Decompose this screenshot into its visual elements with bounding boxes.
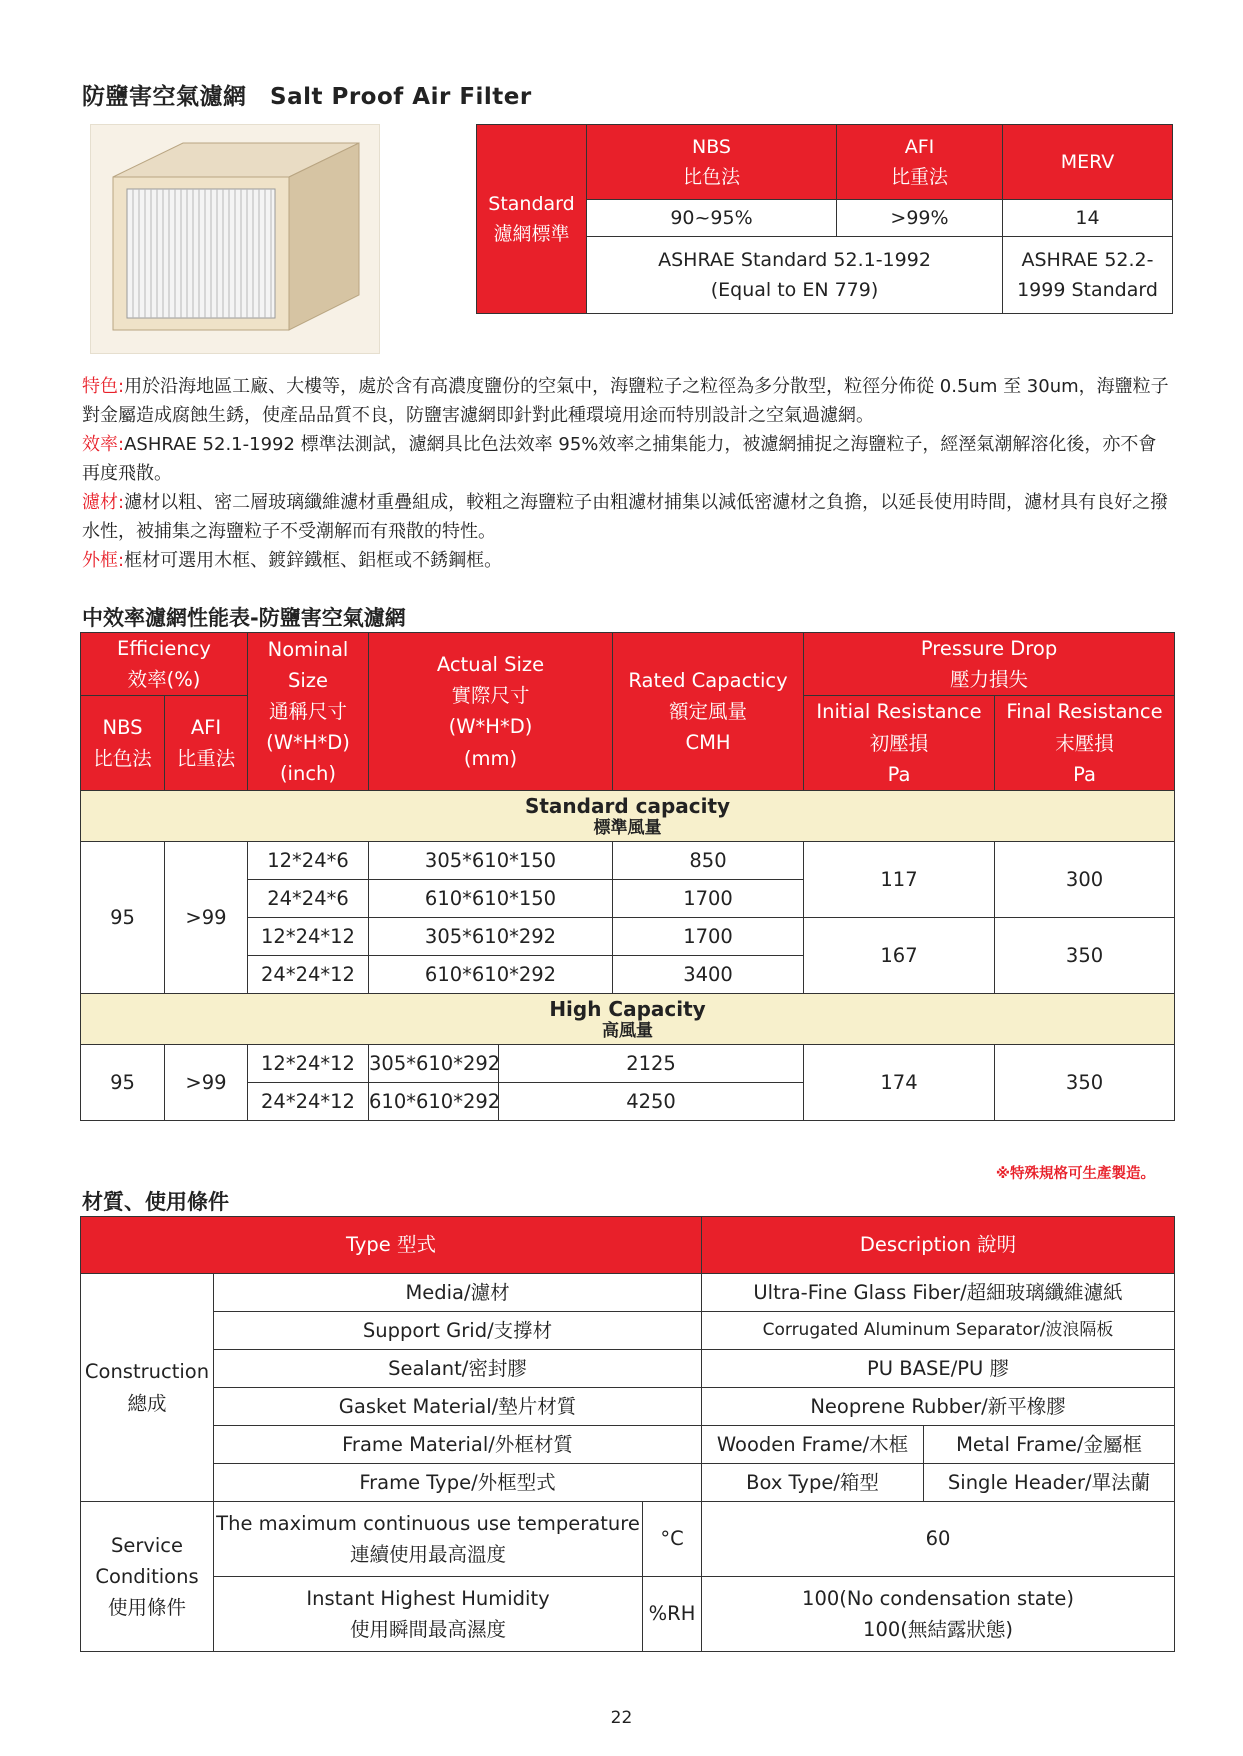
high-final-resistance: 350: [995, 1044, 1175, 1120]
frame-material-type: Frame Material/外框材質: [214, 1426, 702, 1464]
page-title: 防鹽害空氣濾網 Salt Proof Air Filter: [82, 84, 532, 110]
table-row-cmh: 1700: [613, 879, 804, 917]
standard-capacity-band: Standard capacity 標準風量: [81, 790, 1175, 841]
media-type: Media/濾材: [214, 1274, 702, 1312]
frame-type-box: Box Type/箱型: [702, 1464, 924, 1502]
performance-table: [80, 632, 1175, 1121]
temperature-value: 60: [702, 1502, 1175, 1577]
std-final-resistance: 300: [995, 841, 1175, 917]
ashrae-52-1: ASHRAE Standard 52.1-1992 (Equal to EN 779): [587, 237, 1003, 314]
table-row-actual: 610*610*292: [369, 1082, 499, 1120]
frame-material-metal: Metal Frame/金屬框: [924, 1426, 1175, 1464]
table-row-actual: 610*610*150: [369, 879, 613, 917]
product-photo: [90, 124, 380, 354]
table-row-cmh: 4250: [499, 1082, 804, 1120]
temperature-unit: °C: [643, 1502, 702, 1577]
std-initial-resistance: 117: [804, 841, 995, 917]
table-row-nominal: 12*24*6: [248, 841, 369, 879]
gasket-desc: Neoprene Rubber/新平橡膠: [702, 1388, 1175, 1426]
std-afi-value: >99: [165, 841, 248, 993]
table-row-nominal: 24*24*6: [248, 879, 369, 917]
construction-label: Construction 總成: [81, 1274, 214, 1502]
air-filter-image: [91, 125, 379, 353]
actual-size-header: Actual Size 實際尺寸 (W*H*D) (mm): [369, 633, 613, 791]
sealant-desc: PU BASE/PU 膠: [702, 1350, 1175, 1388]
performance-heading: 中效率濾網性能表-防鹽害空氣濾網: [82, 606, 406, 630]
efficiency-paragraph: 效率:ASHRAE 52.1-1992 標準法測試，濾網具比色法效率 95%效率之捕集能力，被濾網捕捉之海鹽粒子，經溼氣潮解溶化後，亦不會再度飛散。: [82, 434, 1157, 484]
materials-table: [80, 1216, 1175, 1652]
table-row-nominal: 24*24*12: [248, 1082, 369, 1120]
grid-desc: Corrugated Aluminum Separator/波浪隔板: [702, 1312, 1175, 1350]
frame-type-header: Single Header/單法蘭: [924, 1464, 1175, 1502]
frame-paragraph: 外框:框材可選用木框、鍍鋅鐵框、鋁框或不銹鋼框。: [82, 550, 503, 571]
temperature-label: The maximum continuous use temperature 連續使用最高溫度: [214, 1502, 643, 1577]
nominal-size-header: Nominal Size 通稱尺寸 (W*H*D) (inch): [248, 633, 369, 791]
table-row-actual: 305*610*292: [369, 1044, 499, 1082]
afi-header: AFI 比重法: [837, 125, 1003, 200]
gasket-type: Gasket Material/墊片材質: [214, 1388, 702, 1426]
table-row-nominal: 12*24*12: [248, 1044, 369, 1082]
humidity-label: Instant Highest Humidity 使用瞬間最高濕度: [214, 1577, 643, 1652]
nbs-header: NBS 比色法: [81, 696, 165, 791]
materials-heading: 材質、使用條件: [82, 1190, 229, 1214]
standard-table: [476, 124, 1173, 314]
pressure-drop-header: Pressure Drop 壓力損失: [804, 633, 1175, 696]
high-nbs-value: 95: [81, 1044, 165, 1120]
table-row-nominal: 12*24*12: [248, 917, 369, 955]
frame-type: Frame Type/外框型式: [214, 1464, 702, 1502]
page-number: 22: [610, 1708, 633, 1728]
media-paragraph: 濾材:濾材以粗、密二層玻璃纖維濾材重疊組成，較粗之海鹽粒子由粗濾材捕集以減低密濾材之負擔，以延長使用時間，濾材具有良好之撥水性，被捕集之海鹽粒子不受潮解而有飛散的特性。: [82, 492, 1169, 542]
feature-paragraph: 特色:用於沿海地區工廠、大樓等，處於含有高濃度鹽份的空氣中，海鹽粒子之粒徑為多分散型，粒徑分佈從 0.5um 至 30um，海鹽粒子對金屬造成腐蝕生銹，使產品品質不良，防鹽害濾網即針對此種環境用途而特別設計之空氣過濾網。: [82, 376, 1169, 426]
afi-value: >99%: [837, 200, 1003, 237]
humidity-value: 100(No condensation state) 100(無結露狀態): [702, 1577, 1175, 1652]
table-row-cmh: 850: [613, 841, 804, 879]
table-row-cmh: 1700: [613, 917, 804, 955]
final-resistance-header: Final Resistance 末壓損 Pa: [995, 696, 1175, 791]
high-capacity-band: High Capacity 高風量: [81, 993, 1175, 1044]
table-row-cmh: 3400: [613, 955, 804, 993]
sealant-type: Sealant/密封膠: [214, 1350, 702, 1388]
merv-header: MERV: [1003, 125, 1173, 200]
std-final-resistance: 350: [995, 917, 1175, 993]
std-nbs-value: 95: [81, 841, 165, 993]
initial-resistance-header: Initial Resistance 初壓損 Pa: [804, 696, 995, 791]
nbs-value: 90~95%: [587, 200, 837, 237]
std-initial-resistance: 167: [804, 917, 995, 993]
efficiency-header: Efficiency 效率(%): [81, 633, 248, 696]
merv-value: 14: [1003, 200, 1173, 237]
nbs-header: NBS 比色法: [587, 125, 837, 200]
high-initial-resistance: 174: [804, 1044, 995, 1120]
standard-header: Standard 濾網標準: [477, 125, 587, 314]
grid-type: Support Grid/支撐材: [214, 1312, 702, 1350]
humidity-unit: %RH: [643, 1577, 702, 1652]
table-row-nominal: 24*24*12: [248, 955, 369, 993]
table-row-actual: 305*610*150: [369, 841, 613, 879]
ashrae-52-2: ASHRAE 52.2- 1999 Standard: [1003, 237, 1173, 314]
table-row-actual: 305*610*292: [369, 917, 613, 955]
table-row-actual: 610*610*292: [369, 955, 613, 993]
high-afi-value: >99: [165, 1044, 248, 1120]
features-text: [82, 372, 1172, 575]
description-header: Description 說明: [702, 1217, 1175, 1274]
media-desc: Ultra-Fine Glass Fiber/超細玻璃纖維濾紙: [702, 1274, 1175, 1312]
rated-capacity-header: Rated Capacticy 額定風量 CMH: [613, 633, 804, 791]
table-row-cmh: 2125: [499, 1044, 804, 1082]
type-header: Type 型式: [81, 1217, 702, 1274]
service-conditions-label: Service Conditions 使用條件: [81, 1502, 214, 1652]
special-spec-note: ※特殊規格可生產製造。: [995, 1166, 1155, 1182]
frame-material-wood: Wooden Frame/木框: [702, 1426, 924, 1464]
afi-header: AFI 比重法: [165, 696, 248, 791]
